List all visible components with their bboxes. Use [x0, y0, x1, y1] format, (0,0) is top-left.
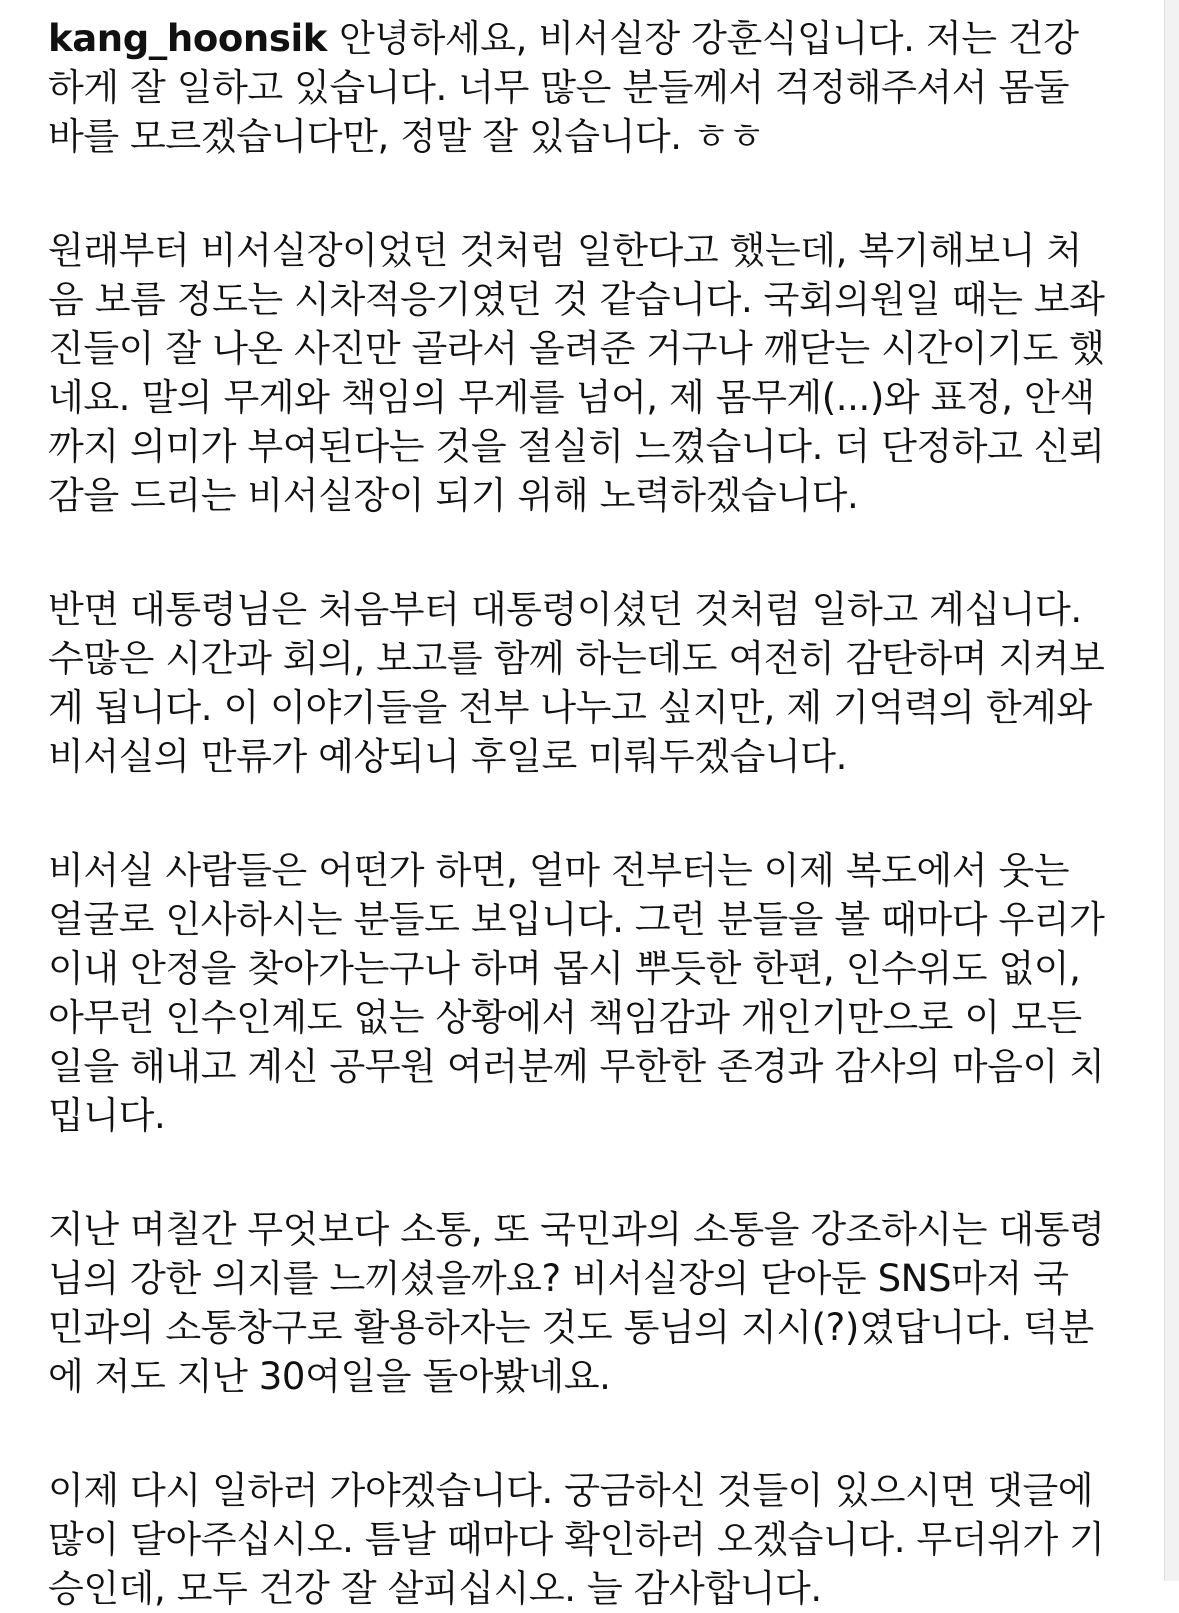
caption-text: 안녕하세요, 비서실장 강훈식입니다. 저는 건강: [338, 17, 1079, 60]
caption-line: 진들이 잘 나온 사진만 골라서 올려준 거구나 깨닫는 시간이기도 했: [48, 327, 1105, 370]
caption-line: 게 됩니다. 이 이야기들을 전부 나누고 싶지만, 제 기억력의 한계와: [48, 686, 1092, 729]
caption-line: 밉니다.: [48, 1094, 166, 1137]
caption-line: 님의 강한 의지를 느끼셨을까요? 비서실장의 닫아둔 SNS마저 국: [48, 1257, 1069, 1300]
caption-line: 반면 대통령님은 처음부터 대통령이셨던 것처럼 일하고 계십니다.: [48, 588, 1082, 631]
caption-line: 까지 의미가 부여된다는 것을 절실히 느꼈습니다. 더 단정하고 신뢰: [48, 425, 1105, 468]
caption-line: 이제 다시 일하러 가야겠습니다. 궁금하신 것들이 있으시면 댓글에: [48, 1469, 1094, 1512]
caption-line: 많이 달아주십시오. 틈날 때마다 확인하러 오겠습니다. 무더위가 기: [48, 1518, 1105, 1561]
caption-line: 비서실의 만류가 예상되니 후일로 미뤄두겠습니다.: [48, 735, 847, 778]
caption-line: 이내 안정을 찾아가는구나 하며 몹시 뿌듯한 한편, 인수위도 없이,: [48, 947, 1081, 990]
caption-line: 감을 드리는 비서실장이 되기 위해 노력하겠습니다.: [48, 474, 859, 517]
caption-line: 하게 잘 일하고 있습니다. 너무 많은 분들께서 걱정해주셔서 몸둘: [48, 66, 1070, 109]
caption-line: 비서실 사람들은 어떤가 하면, 얼마 전부터는 이제 복도에서 웃는: [48, 849, 1070, 892]
caption-line: 수많은 시간과 회의, 보고를 함께 하는데도 여전히 감탄하며 지켜보: [48, 637, 1105, 680]
paragraph-gap: [48, 520, 1138, 585]
paragraph-gap: [48, 161, 1138, 226]
caption-line: 음 보름 정도는 시차적응기였던 것 같습니다. 국회의원일 때는 보좌: [48, 278, 1105, 321]
caption-line: 일을 해내고 계신 공무원 여러분께 무한한 존경과 감사의 마음이 치: [48, 1045, 1105, 1088]
post-caption: [48, 14, 1138, 1613]
scrollbar-track[interactable]: [1164, 0, 1179, 1581]
caption-line: 승인데, 모두 건강 잘 살피십시오. 늘 감사합니다.: [48, 1567, 822, 1610]
caption-line: 에 저도 지난 30여일을 돌아봤네요.: [48, 1355, 611, 1398]
caption-line: 바를 모르겠습니다만, 정말 잘 있습니다. ㅎㅎ: [48, 115, 764, 158]
caption-line: [48, 14, 1138, 63]
caption-line: 네요. 말의 무게와 책임의 무게를 넘어, 제 몸무게(...)와 표정, 안색: [48, 376, 1095, 419]
caption-line: 원래부터 비서실장이었던 것처럼 일한다고 했는데, 복기해보니 처: [48, 229, 1082, 272]
caption-line: 민과의 소통창구로 활용하자는 것도 통님의 지시(?)였답니다. 덕분: [48, 1306, 1094, 1349]
caption-line: 얼굴로 인사하시는 분들도 보입니다. 그런 분들을 볼 때마다 우리가: [48, 898, 1105, 941]
caption-line: 지난 며칠간 무엇보다 소통, 또 국민과의 소통을 강조하시는 대통령: [48, 1208, 1105, 1251]
paragraph-gap: [48, 1140, 1138, 1205]
paragraph-gap: [48, 1401, 1138, 1466]
username-link[interactable]: kang_hoonsik: [48, 17, 327, 60]
paragraph-gap: [48, 781, 1138, 846]
caption-line: 아무런 인수인계도 없는 상황에서 책임감과 개인기만으로 이 모든: [48, 996, 1082, 1039]
